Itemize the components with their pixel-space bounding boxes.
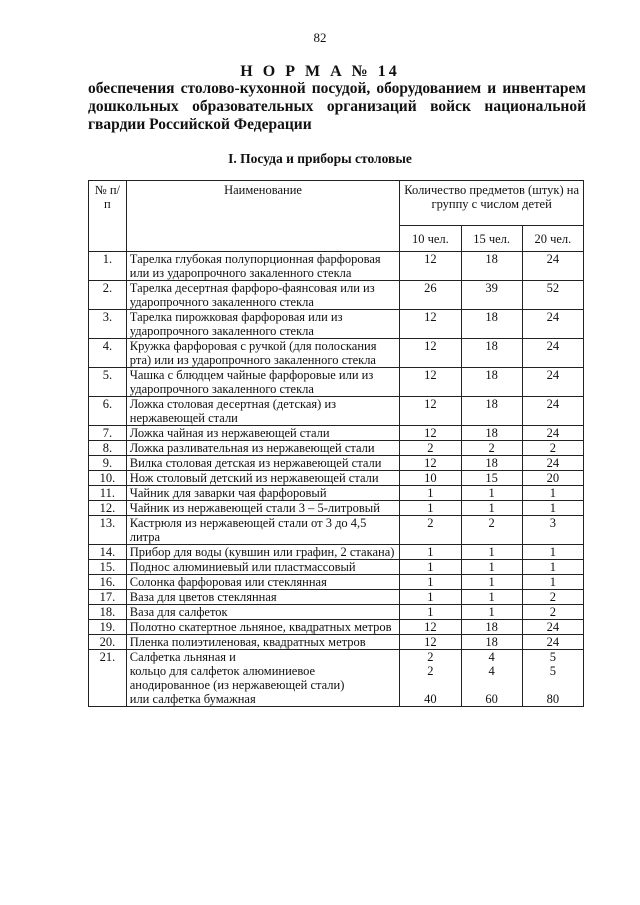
row-name: Чашка с блюдцем чайные фарфоровые или из ударопрочного закаленного стекла [126, 368, 400, 397]
row-name: Кружка фарфоровая с ручкой (для полоскания рта) или из ударопрочного закаленного стекла [126, 339, 400, 368]
subtitle-line: дошкольных образовательных организаций войск национальной [88, 98, 586, 115]
row-num: 12. [89, 501, 127, 516]
row-qty-10: 1 [400, 545, 461, 560]
row-qty-20: 24 [522, 339, 583, 368]
row-qty-10: 1 [400, 590, 461, 605]
row-num: 18. [89, 605, 127, 620]
row-qty-20: 52 [522, 281, 583, 310]
row-name: Тарелка пирожковая фарфоровая или из ударопрочного закаленного стекла [126, 310, 400, 339]
row-qty-15: 18 [461, 620, 522, 635]
qty-line [403, 678, 457, 692]
row-name: Поднос алюминиевый или пластмассовый [126, 560, 400, 575]
row-qty-15: 18 [461, 397, 522, 426]
table-row [89, 426, 584, 441]
table-row [89, 252, 584, 281]
row-qty-15: 15 [461, 471, 522, 486]
row-name-line: Салфетка льняная и [129, 650, 236, 664]
row-qty-20: 1 [522, 501, 583, 516]
row-qty-10: 2 [400, 516, 461, 545]
row-num: 10. [89, 471, 127, 486]
document-title: Н О Р М А № 14 [240, 63, 400, 80]
row-qty-15: 1 [461, 605, 522, 620]
row-num: 14. [89, 545, 127, 560]
table-row [89, 368, 584, 397]
row-name: Вилка столовая детская из нержавеющей стали [126, 456, 400, 471]
qty-line: 5 [549, 664, 556, 678]
row-qty-10: 1 [400, 575, 461, 590]
row-qty-15: 1 [461, 501, 522, 516]
row-name-line: кольцо для салфеток алюминиевое [129, 664, 316, 678]
row-num: 11. [89, 486, 127, 501]
table-header-row [89, 181, 584, 226]
table-row [89, 281, 584, 310]
table-row [89, 590, 584, 605]
table-row-21 [89, 650, 584, 707]
row-qty-10: 1 [400, 501, 461, 516]
row-qty-15: 18 [461, 252, 522, 281]
row-qty-20: 24 [522, 397, 583, 426]
table-row [89, 516, 584, 545]
row-qty-10: 10 [400, 471, 461, 486]
row-num: 6. [89, 397, 127, 426]
row-name: Прибор для воды (кувшин или графин, 2 стакана) [126, 545, 400, 560]
qty-line [465, 678, 519, 692]
subtitle-line: обеспечения столово-кухонной посудой, оборудованием и инвентарем [88, 80, 586, 97]
row-name: Ложка чайная из нержавеющей стали [126, 426, 400, 441]
table-row [89, 397, 584, 426]
row-num: 17. [89, 590, 127, 605]
qty-line: 2 [427, 650, 434, 664]
table-row [89, 560, 584, 575]
qty-line: 60 [485, 692, 498, 706]
row-qty-15: 18 [461, 426, 522, 441]
row-qty-10: 12 [400, 620, 461, 635]
row-name: Чайник для заварки чая фарфоровый [126, 486, 400, 501]
row-qty-20: 1 [522, 560, 583, 575]
header-group-15: 15 чел. [461, 226, 522, 252]
header-name: Наименование [126, 181, 400, 252]
table-row [89, 635, 584, 650]
row-qty-10: 12 [400, 456, 461, 471]
table-row [89, 456, 584, 471]
row-name: Тарелка глубокая полупорционная фарфоровая или из ударопрочного закаленного стекла [126, 252, 400, 281]
row-qty-20: 2 [522, 605, 583, 620]
section-heading: I. Посуда и приборы столовые [228, 151, 412, 166]
table-row [89, 486, 584, 501]
row-qty-15: 1 [461, 590, 522, 605]
row-num: 1. [89, 252, 127, 281]
row-qty-10: 12 [400, 397, 461, 426]
row-name-line: или салфетка бумажная [129, 692, 256, 706]
row-qty-20: 1 [522, 575, 583, 590]
row-name: Кастрюля из нержавеющей стали от 3 до 4,5 литра [126, 516, 400, 545]
table-row [89, 501, 584, 516]
row-qty-15: 2 [461, 441, 522, 456]
qty-line: 40 [424, 692, 437, 706]
row-num: 8. [89, 441, 127, 456]
row-name: Ложка разливательная из нержавеющей стали [126, 441, 400, 456]
row-qty-15: 2 [461, 516, 522, 545]
row-qty-10 [400, 650, 461, 707]
row-num: 19. [89, 620, 127, 635]
row-name: Чайник из нержавеющей стали 3 – 5-литровый [126, 501, 400, 516]
items-table [88, 180, 584, 707]
row-qty-20: 1 [522, 545, 583, 560]
row-name: Пленка полиэтиленовая, квадратных метров [126, 635, 400, 650]
row-name: Ваза для цветов стеклянная [126, 590, 400, 605]
row-name: Тарелка десертная фарфоро-фаянсовая или из ударопрочного закаленного стекла [126, 281, 400, 310]
row-name: Ваза для салфеток [126, 605, 400, 620]
row-num: 16. [89, 575, 127, 590]
row-qty-20: 24 [522, 310, 583, 339]
row-qty-15 [461, 650, 522, 707]
row-qty-15: 39 [461, 281, 522, 310]
row-num: 9. [89, 456, 127, 471]
table-row [89, 471, 584, 486]
row-name-line: анодированное (из нержавеющей стали) [129, 678, 345, 692]
table-row [89, 605, 584, 620]
row-num: 2. [89, 281, 127, 310]
row-qty-15: 18 [461, 339, 522, 368]
row-qty-10: 12 [400, 368, 461, 397]
row-name [126, 650, 400, 707]
row-qty-20: 24 [522, 456, 583, 471]
row-qty-15: 18 [461, 456, 522, 471]
row-qty-15: 18 [461, 310, 522, 339]
table-row [89, 310, 584, 339]
row-name: Солонка фарфоровая или стеклянная [126, 575, 400, 590]
header-quantity: Количество предметов (штук) на группу с числом детей [400, 181, 584, 226]
row-qty-10: 1 [400, 486, 461, 501]
row-qty-20: 2 [522, 441, 583, 456]
table-body [89, 252, 584, 707]
row-qty-20: 24 [522, 620, 583, 635]
row-qty-20: 24 [522, 635, 583, 650]
table-row [89, 620, 584, 635]
page-number: 82 [313, 30, 327, 45]
row-num: 13. [89, 516, 127, 545]
row-qty-20: 2 [522, 590, 583, 605]
row-qty-15: 1 [461, 575, 522, 590]
document-subtitle [88, 80, 586, 134]
qty-line: 4 [488, 650, 495, 664]
row-num: 5. [89, 368, 127, 397]
header-group-20: 20 чел. [522, 226, 583, 252]
row-num: 20. [89, 635, 127, 650]
qty-line: 2 [427, 664, 434, 678]
row-qty-15: 1 [461, 486, 522, 501]
row-qty-10: 1 [400, 605, 461, 620]
table-row [89, 441, 584, 456]
row-qty-20: 24 [522, 426, 583, 441]
row-qty-10: 12 [400, 252, 461, 281]
row-num: 21. [89, 650, 127, 707]
row-qty-10: 2 [400, 441, 461, 456]
row-name: Полотно скатертное льняное, квадратных метров [126, 620, 400, 635]
row-num: 4. [89, 339, 127, 368]
row-num: 3. [89, 310, 127, 339]
row-qty-20 [522, 650, 583, 707]
qty-line: 80 [546, 692, 560, 706]
row-qty-15: 18 [461, 368, 522, 397]
row-name: Ложка столовая десертная (детская) из нержавеющей стали [126, 397, 400, 426]
header-group-10: 10 чел. [400, 226, 461, 252]
table-row [89, 575, 584, 590]
row-qty-20: 20 [522, 471, 583, 486]
row-qty-15: 1 [461, 545, 522, 560]
row-qty-10: 12 [400, 310, 461, 339]
subtitle-line: гвардии Российской Федерации [88, 116, 312, 133]
table-row [89, 545, 584, 560]
row-qty-15: 1 [461, 560, 522, 575]
row-qty-10: 12 [400, 426, 461, 441]
row-qty-10: 26 [400, 281, 461, 310]
qty-line [526, 678, 580, 692]
row-qty-10: 12 [400, 339, 461, 368]
qty-line: 5 [549, 650, 556, 664]
row-qty-10: 12 [400, 635, 461, 650]
header-num: № п/п [89, 181, 127, 252]
row-num: 7. [89, 426, 127, 441]
row-qty-20: 24 [522, 252, 583, 281]
row-name: Нож столовый детский из нержавеющей стали [126, 471, 400, 486]
row-qty-20: 24 [522, 368, 583, 397]
row-qty-15: 18 [461, 635, 522, 650]
row-qty-10: 1 [400, 560, 461, 575]
row-num: 15. [89, 560, 127, 575]
table-row [89, 339, 584, 368]
row-qty-20: 1 [522, 486, 583, 501]
qty-line: 4 [488, 664, 495, 678]
row-qty-20: 3 [522, 516, 583, 545]
